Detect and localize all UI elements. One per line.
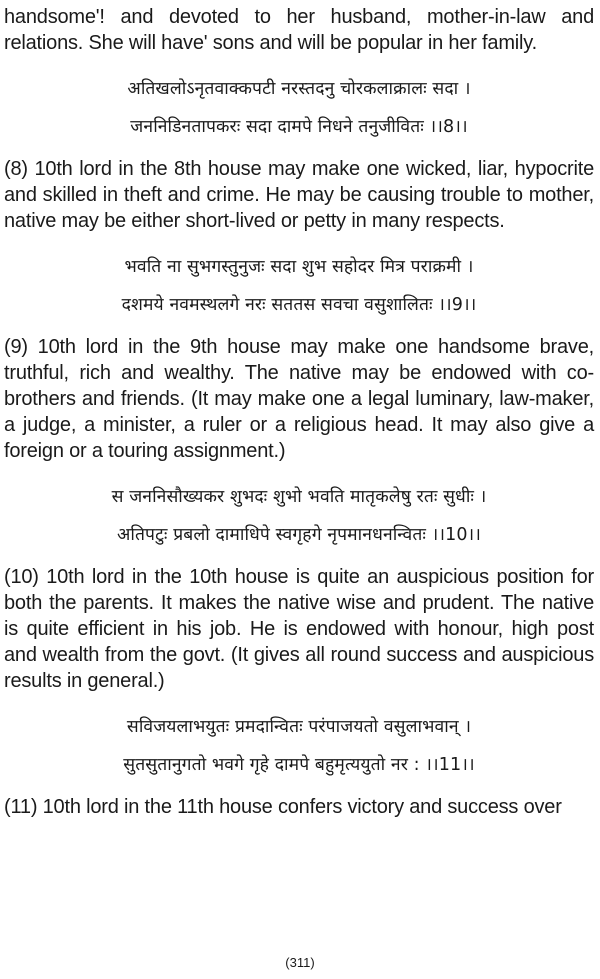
- intro-paragraph: handsome'! and devoted to her husband, mother-in-law and relations. She will have' sons and will be popular in her family.: [4, 6, 594, 54]
- verse-line: सुतसुतानुगतो भवगे गृहे दामपे बहुमृत्ययुतो नर : ।।11।।: [123, 755, 475, 775]
- verse-9: [4, 234, 594, 334]
- verse-line: अतिपटुः प्रबलो दामाधिपे स्वगृहगे नृपमानधनन्वितः ।।10।।: [116, 525, 482, 545]
- explanation-8: (8) 10th lord in the 8th house may make one wicked, liar, hypocrite and skilled in theft and crime. He may be causing trouble to mother, native may be either short-lived or petty in many respects.: [4, 158, 594, 232]
- verse-line: सविजयलाभयुतः प्रमदान्वितः परंपाजयतो वसुलाभवान् ।: [126, 717, 472, 737]
- explanation-10: (10) 10th lord in the 10th house is quite an auspicious position for both the parents. It makes the native wise and prudent. The native is quite efficient in his job. He is endowed with honour, high post and wealth from the govt. (It gives all round success and auspicious results in general.): [4, 566, 594, 692]
- verse-line: अतिखलोऽनृतवाक्कपटी नरस्तदनु चोरकलाक्रालः सदा ।: [127, 79, 471, 99]
- page-number: (311): [285, 955, 315, 970]
- verse-8: [4, 56, 594, 156]
- verse-line: दशमये नवमस्थलगे नरः सततस सवचा वसुशालितः ।।9।।: [121, 295, 477, 315]
- verse-11: [4, 694, 594, 794]
- verse-line: जननिडिनतापकरः सदा दामपे निधने तनुजीवितः ।।8।।: [130, 117, 468, 137]
- explanation-11: (11) 10th lord in the 11th house confers victory and success over: [4, 796, 562, 818]
- explanation-9: (9) 10th lord in the 9th house may make one handsome brave, truthful, rich and wealthy. The native may be endowed with co-brothers and friends. (It may make one a legal luminary, law-maker, a judge, a minister, a ruler or a religious head. It may also give a foreign or a touring assignment.): [4, 336, 594, 462]
- verse-line: स जननिसौख्यकर शुभदः शुभो भवति मातृकलेषु रतः सुधीः ।: [111, 487, 487, 507]
- verse-line: भवति ना सुभगस्तुनुजः सदा शुभ सहोदर मित्र पराक्रमी ।: [124, 257, 474, 277]
- verse-10: [4, 464, 594, 564]
